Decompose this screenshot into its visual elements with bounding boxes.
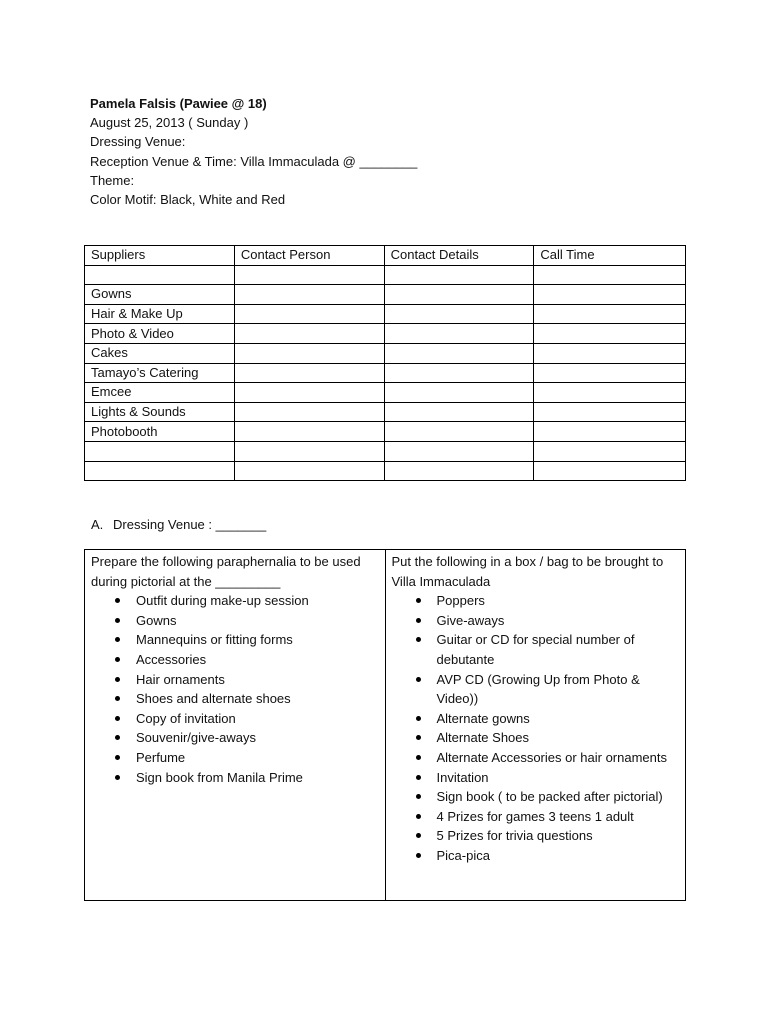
table-cell [534,422,686,442]
table-cell [234,441,384,461]
list-item: Give-aways [437,611,680,631]
celebrant-name: Pamela Falsis (Pawiee @ 18) [90,96,267,111]
table-cell [384,363,534,383]
table-cell [534,441,686,461]
table-cell [534,383,686,403]
table-cell [534,304,686,324]
dressing-venue-table [84,549,686,901]
table-cell [534,402,686,422]
table-cell [534,343,686,363]
supplier-name-cell [85,441,235,461]
table-row [85,402,686,422]
column-header: Suppliers [85,246,235,266]
column-header: Contact Details [384,246,534,266]
list-item: Accessories [136,650,379,670]
table-cell [384,383,534,403]
supplier-name-cell: Lights & Sounds [85,402,235,422]
list-item: 5 Prizes for trivia questions [437,826,680,846]
table-cell [234,324,384,344]
suppliers-table [84,245,686,481]
supplier-name-cell: Emcee [85,383,235,403]
table-cell [534,461,686,481]
table-cell [234,363,384,383]
list-item: Invitation [437,768,680,788]
theme-label: Theme: [90,172,135,188]
dressing-venue-label: Dressing Venue: [90,134,186,150]
color-motif-line: Color Motif: Black, White and Red [90,192,286,208]
list-item: Alternate gowns [437,709,680,729]
list-item: Pica-pica [437,846,680,866]
supplier-name-cell: Photo & Video [85,324,235,344]
table-row [85,441,686,461]
list-item: Gowns [136,611,379,631]
event-header [90,94,417,209]
table-cell [384,285,534,305]
table-cell [234,304,384,324]
table-cell [384,265,534,285]
list-item: AVP CD (Growing Up from Photo & Video)) [437,670,680,709]
box-items-cell [385,550,686,901]
list-item: Souvenir/give-aways [136,728,379,748]
list-item: Sign book from Manila Prime [136,768,379,788]
table-cell [384,343,534,363]
list-item: Alternate Accessories or hair ornaments [437,748,680,768]
section-letter: A. [91,517,104,532]
table-cell [234,422,384,442]
suppliers-header-row [85,246,686,266]
table-cell [384,304,534,324]
table-cell [234,285,384,305]
table-cell [534,363,686,383]
table-row [85,304,686,324]
table-cell [234,343,384,363]
table-cell [534,265,686,285]
box-intro: Put the following in a box / bag to be brought to Villa Immaculada [391,554,664,589]
supplier-name-cell: Gowns [85,285,235,305]
list-item: Poppers [437,591,680,611]
list-item: Copy of invitation [136,709,379,729]
list-item: Mannequins or fitting forms [136,630,379,650]
table-cell [384,461,534,481]
list-item: Sign book ( to be packed after pictorial) [437,787,680,807]
list-item: Shoes and alternate shoes [136,689,379,709]
pictorial-intro: Prepare the following paraphernalia to be used during pictorial at the _________ [91,554,361,589]
pictorial-paraphernalia-cell [85,550,386,901]
table-row [85,461,686,481]
box-items-list [392,591,680,865]
table-cell [384,441,534,461]
section-title: Dressing Venue : _______ [113,517,267,532]
event-date: August 25, 2013 ( Sunday ) [90,115,249,131]
supplier-name-cell: Hair & Make Up [85,304,235,324]
table-row [85,285,686,305]
table-row [85,363,686,383]
column-header: Call Time [534,246,686,266]
table-cell [234,383,384,403]
reception-venue-line: Reception Venue & Time: Villa Immaculada @ ________ [90,153,418,169]
list-item: Hair ornaments [136,670,379,690]
supplier-name-cell [85,461,235,481]
table-row [85,343,686,363]
table-cell [234,461,384,481]
table-cell [384,422,534,442]
table-cell [384,324,534,344]
list-item: 4 Prizes for games 3 teens 1 adult [437,807,680,827]
table-row [85,383,686,403]
table-row [85,324,686,344]
supplier-name-cell [85,265,235,285]
table-cell [534,324,686,344]
column-header: Contact Person [234,246,384,266]
supplier-name-cell: Cakes [85,343,235,363]
supplier-name-cell: Tamayo’s Catering [85,363,235,383]
table-cell [234,265,384,285]
list-item: Outfit during make-up session [136,591,379,611]
table-cell [234,402,384,422]
table-row [85,265,686,285]
supplier-name-cell: Photobooth [85,422,235,442]
table-row [85,422,686,442]
table-cell [534,285,686,305]
table-cell [384,402,534,422]
pictorial-items-list [91,591,379,787]
list-item: Perfume [136,748,379,768]
list-item: Guitar or CD for special number of debutante [437,630,680,669]
section-a-heading [91,517,266,532]
list-item: Alternate Shoes [437,728,680,748]
